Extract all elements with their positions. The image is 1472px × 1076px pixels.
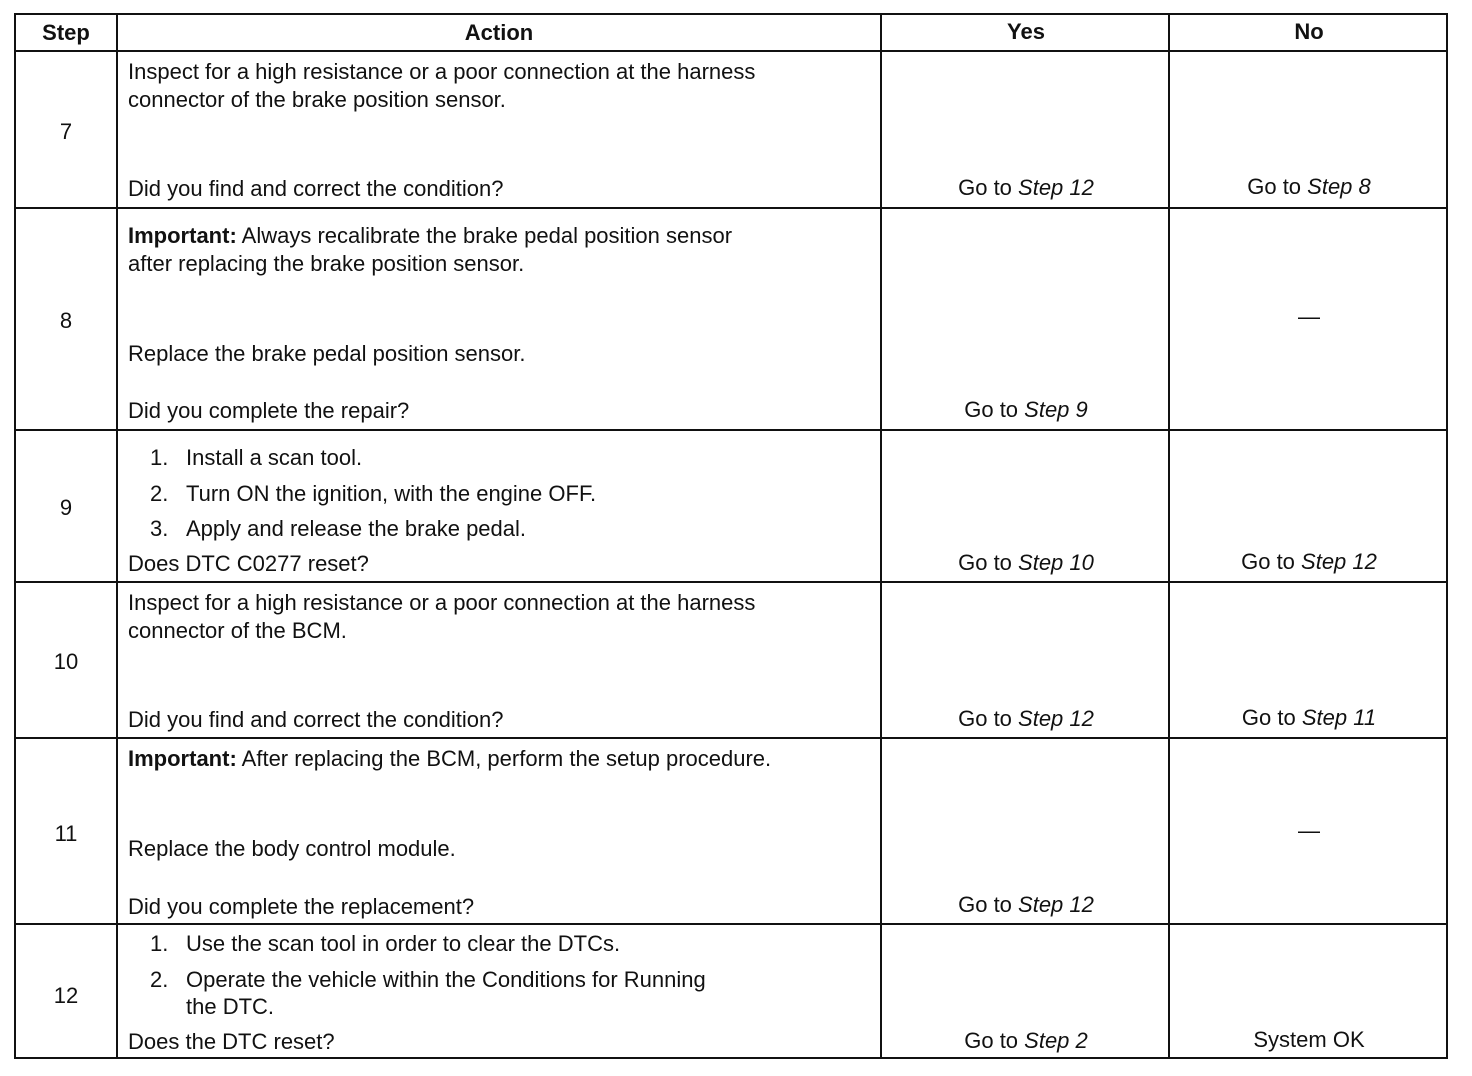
list-item: 2. Turn ON the ignition, with the engine OFF.	[150, 481, 597, 506]
important-note-cont: after replacing the brake position sensor.	[128, 251, 525, 276]
no-cell: System OK	[1253, 1027, 1365, 1052]
yes-step-link: Step 12	[1018, 706, 1094, 731]
no-cell: Go to Step 11	[1241, 705, 1377, 730]
question-text: Did you find and correct the condition?	[128, 176, 504, 201]
header-no: No	[1294, 19, 1324, 44]
yes-cell: Go to Step 12	[958, 175, 1094, 200]
header-action: Action	[464, 20, 534, 45]
row-divider	[16, 429, 1446, 431]
important-note: Important: After replacing the BCM, perform the setup procedure.	[128, 746, 772, 771]
question-text: Did you find and correct the condition?	[128, 707, 504, 732]
action-text: Inspect for a high resistance or a poor connection at the harness	[128, 590, 756, 615]
row-divider	[16, 581, 1446, 583]
action-text: Replace the body control module.	[128, 836, 456, 861]
yes-step-link: Step 12	[1018, 175, 1094, 200]
yes-cell: Go to Step 10	[958, 550, 1094, 575]
diagnostic-table	[14, 13, 1448, 1059]
list-item: 1. Use the scan tool in order to clear the DTCs.	[150, 931, 621, 956]
no-cell: Go to Step 8	[1247, 174, 1371, 199]
list-item: 2. Operate the vehicle within the Conditions for Running	[150, 967, 706, 992]
question-text: Did you complete the replacement?	[128, 894, 475, 919]
action-text: Replace the brake pedal position sensor.	[128, 341, 526, 366]
row-divider	[16, 737, 1446, 739]
no-cell-dash: —	[1298, 818, 1320, 843]
list-item-cont: the DTC.	[186, 994, 275, 1019]
no-step-link: Step 11	[1301, 705, 1377, 730]
header-step: Step	[42, 20, 90, 45]
column-divider	[116, 15, 118, 1057]
yes-cell: Go to Step 9	[964, 397, 1088, 422]
row-divider	[16, 923, 1446, 925]
step-number: 11	[54, 821, 78, 846]
question-text: Does DTC C0277 reset?	[128, 551, 369, 576]
action-text: connector of the brake position sensor.	[128, 87, 506, 112]
yes-cell: Go to Step 2	[964, 1028, 1088, 1053]
no-step-link: Step 8	[1307, 174, 1371, 199]
no-cell: Go to Step 12	[1241, 549, 1377, 574]
yes-step-link: Step 2	[1024, 1028, 1088, 1053]
no-step-link: Step 12	[1301, 549, 1377, 574]
row-divider	[16, 207, 1446, 209]
action-text: Inspect for a high resistance or a poor connection at the harness	[128, 59, 756, 84]
step-number: 10	[53, 649, 79, 674]
row-divider	[16, 50, 1446, 52]
important-label: Important:	[128, 746, 237, 771]
step-number: 8	[59, 308, 73, 333]
yes-step-link: Step 10	[1018, 550, 1094, 575]
yes-cell: Go to Step 12	[958, 892, 1094, 917]
yes-step-link: Step 12	[1018, 892, 1094, 917]
yes-cell: Go to Step 12	[958, 706, 1094, 731]
action-text: connector of the BCM.	[128, 618, 347, 643]
no-cell-dash: —	[1298, 304, 1320, 329]
step-number: 7	[59, 119, 73, 144]
list-item: 1. Install a scan tool.	[150, 445, 363, 470]
important-note: Important: Always recalibrate the brake pedal position sensor	[128, 223, 733, 248]
list-item: 3. Apply and release the brake pedal.	[150, 516, 527, 541]
yes-step-link: Step 9	[1024, 397, 1088, 422]
header-yes: Yes	[1007, 19, 1045, 44]
step-number: 12	[53, 983, 79, 1008]
step-number: 9	[59, 495, 73, 520]
important-label: Important:	[128, 223, 237, 248]
question-text: Does the DTC reset?	[128, 1029, 335, 1054]
question-text: Did you complete the repair?	[128, 398, 410, 423]
